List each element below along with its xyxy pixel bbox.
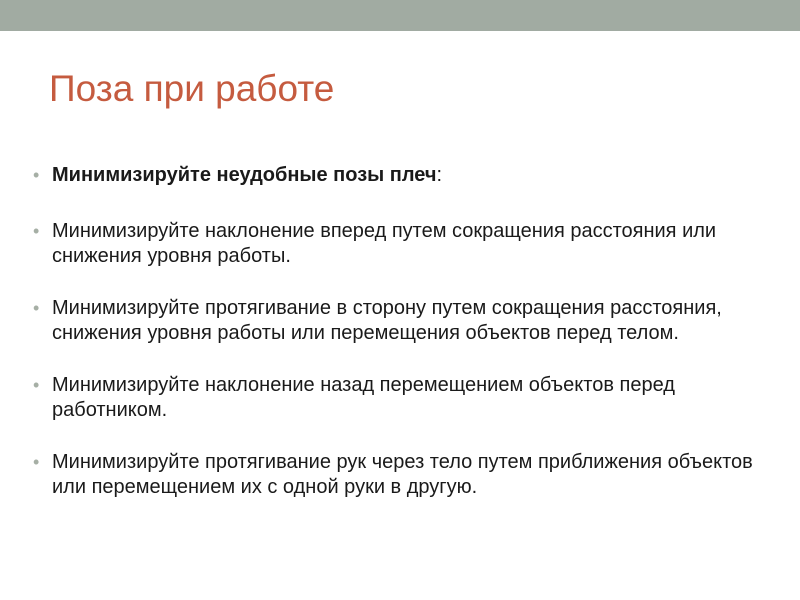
bullet-dot-icon: • — [33, 375, 40, 395]
bullet-text: Минимизируйте протягивание в сторону путем сокращения расстояния, снижения уровня работы или перемещения объектов перед телом. — [52, 297, 722, 344]
bullet-dot-icon: • — [33, 221, 40, 241]
bullet-dot-icon: • — [33, 452, 40, 472]
top-decorative-bar — [0, 0, 800, 31]
bullet-text: Минимизируйте наклонение назад перемещением объектов перед работником. — [52, 374, 675, 421]
bullet-text: : — [436, 164, 443, 186]
bullet-dot-icon: • — [33, 298, 40, 318]
bullet-list — [33, 163, 773, 500]
slide-title: Поза при работе — [49, 68, 335, 109]
bullet-text: Минимизируйте протягивание рук через тело путем приближения объектов или перемещением их с одной руки в другую. — [52, 451, 753, 498]
bullet-dot-icon: • — [33, 165, 40, 185]
bullet-item-side-reach — [33, 296, 773, 346]
bullet-item-back-bend — [33, 373, 773, 423]
bullet-text: Минимизируйте наклонение вперед путем сокращения расстояния или снижения уровня работы. — [52, 220, 717, 267]
bullet-item-cross-body-reach — [33, 450, 773, 500]
bullet-item-forward-bend — [33, 219, 773, 269]
bullet-bold-text: Минимизируйте неудобные позы плеч — [52, 164, 437, 186]
bullet-item-shoulders — [33, 163, 773, 188]
